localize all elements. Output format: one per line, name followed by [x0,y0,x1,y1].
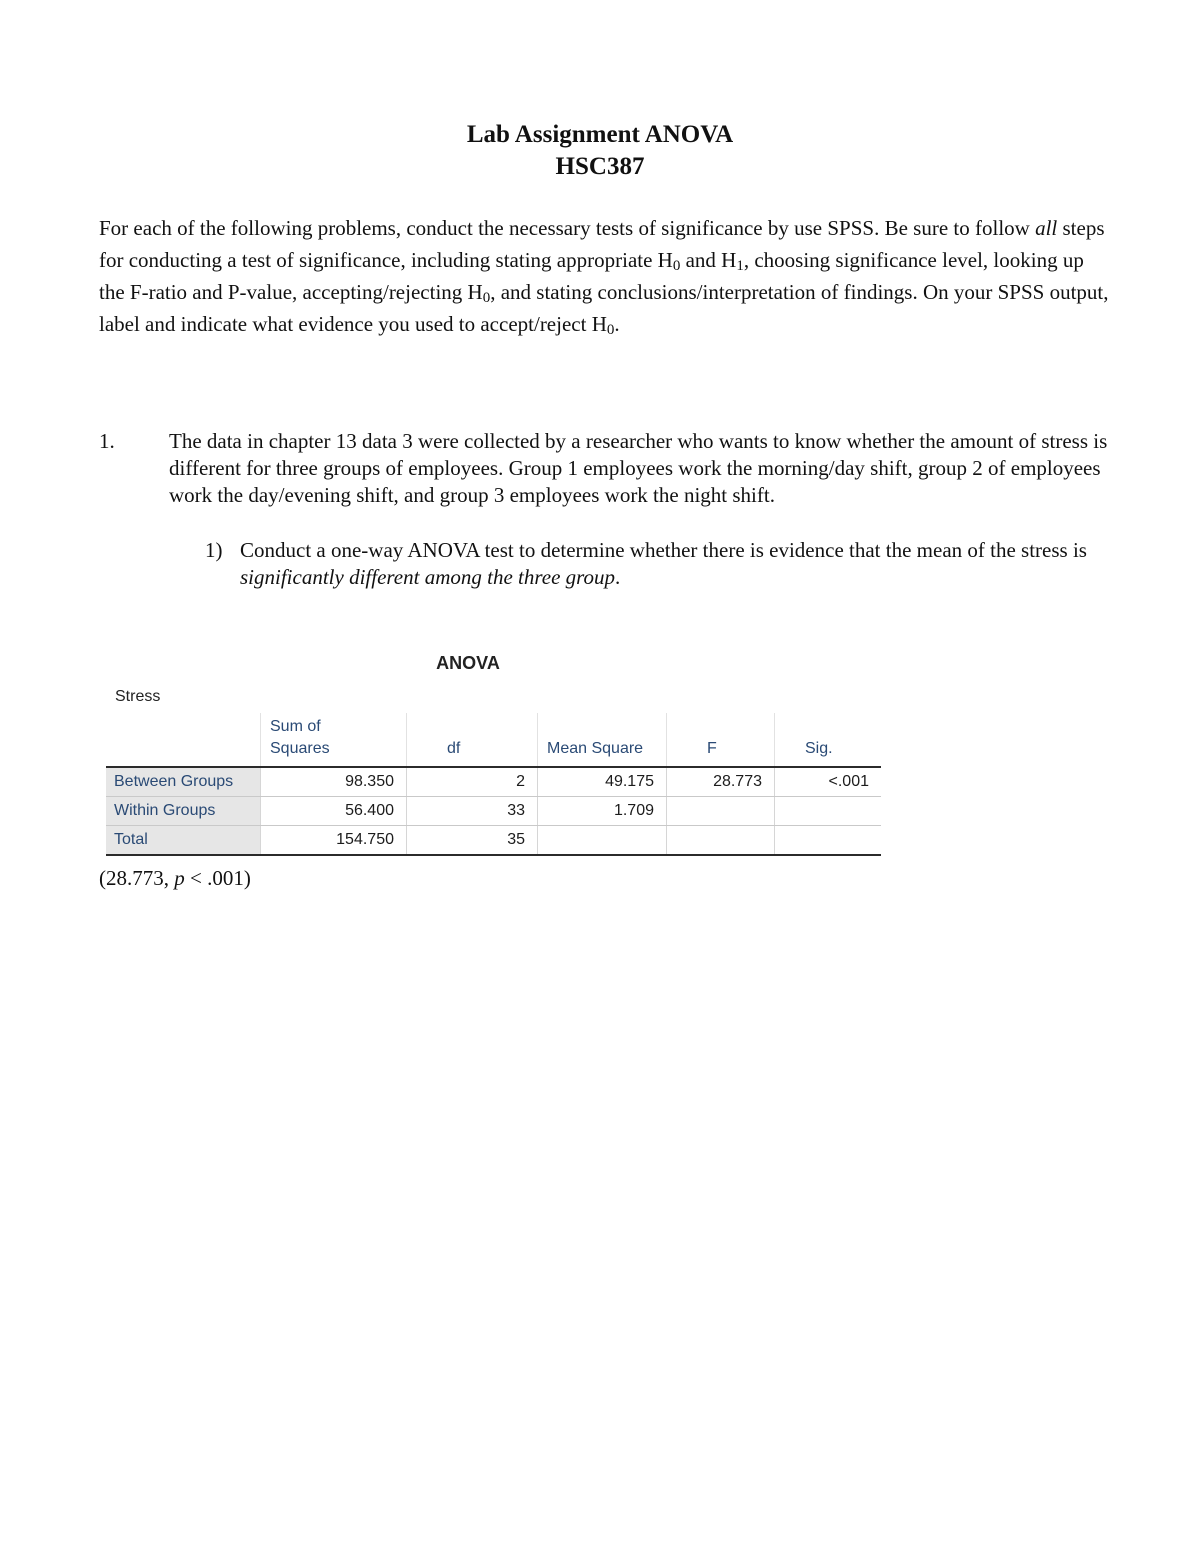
table-row-between-groups [106,767,881,797]
intro-text-1: For each of the following problems, conduct the necessary tests of significance by use SPSS. Be sure to follow [99,216,1036,240]
page-title: Lab Assignment ANOVA [466,121,734,148]
cell-sig: <.001 [775,767,882,797]
intro-text-2: steps for conducting a test of significance, including stating appropriate H [99,216,1105,272]
subquestion-number: 1) [205,538,223,562]
cell-f: 28.773 [667,767,775,797]
intro-emphasis: all [1035,216,1058,240]
cell-mean-square [538,826,667,856]
result-statement [99,864,251,892]
table-row-within-groups [106,797,881,826]
dependent-variable-label: Stress [115,688,161,705]
row-label: Within Groups [106,797,261,826]
subquestion-lead: Conduct a one-way ANOVA test to determine whether there is evidence that the mean of the stress is [240,538,1087,562]
cell-df: 2 [407,767,538,797]
result-separator: , [163,866,175,890]
header-sum-of-squares-line2: Squares [270,740,330,757]
cell-mean-square: 1.709 [538,797,667,826]
intro-text-5: , and stating conclusions/interpretation of findings. On your SPSS output, label and indicate what evidence you used to accept/reject H [99,280,1109,336]
cell-sum-of-squares: 154.750 [261,826,407,856]
header-sig: Sig. [775,713,882,767]
cell-f [667,797,775,826]
header-sum-of-squares [261,713,407,767]
problem-number: 1. [99,429,115,453]
header-f: F [667,713,775,767]
instructions-paragraph [99,212,1109,340]
cell-sum-of-squares: 98.350 [261,767,407,797]
cell-mean-square: 49.175 [538,767,667,797]
intro-text-4: , choosing significance level, looking up the F-ratio and P-value, accepting/rejecting H [99,248,1084,304]
subscript-h0-third: 0 [606,322,615,338]
problem-description: The data in chapter 13 data 3 were collected by a researcher who wants to know whether the amount of stress is different for three groups of employees. Group 1 employees work the morning/day shift, group 2 of employees work the day/evening shift, and group 3 employees work the night shift. [169,429,1108,507]
anova-table-title: ANOVA [436,653,500,673]
result-f-value: 28.773 [106,866,164,890]
subscript-h0-second: 0 [482,290,491,306]
cell-sig [775,826,882,856]
result-p-value: < .001) [184,866,251,890]
result-p-symbol: p [174,866,185,890]
header-mean-square: Mean Square [538,713,667,767]
subquestion-emphasis: significantly different among the three group [240,565,616,589]
intro-text-3: and H [680,248,737,272]
table-row-total [106,826,881,856]
course-code: HSC387 [555,153,645,180]
subquestion-end: . [615,565,621,589]
subquestion-text [240,537,1110,591]
result-open: ( [99,866,106,890]
corner-header-cell [106,713,261,767]
header-df: df [407,713,538,767]
cell-f [667,826,775,856]
anova-table [106,713,881,856]
subscript-h0: 0 [672,258,681,274]
row-label: Total [106,826,261,856]
cell-sig [775,797,882,826]
cell-sum-of-squares: 56.400 [261,797,407,826]
cell-df: 35 [407,826,538,856]
header-sum-of-squares-line1: Sum of [270,718,321,735]
row-label: Between Groups [106,767,261,797]
subscript-h1: 1 [736,258,744,274]
cell-df: 33 [407,797,538,826]
anova-header-row [106,713,881,767]
intro-text-6: . [614,312,620,336]
